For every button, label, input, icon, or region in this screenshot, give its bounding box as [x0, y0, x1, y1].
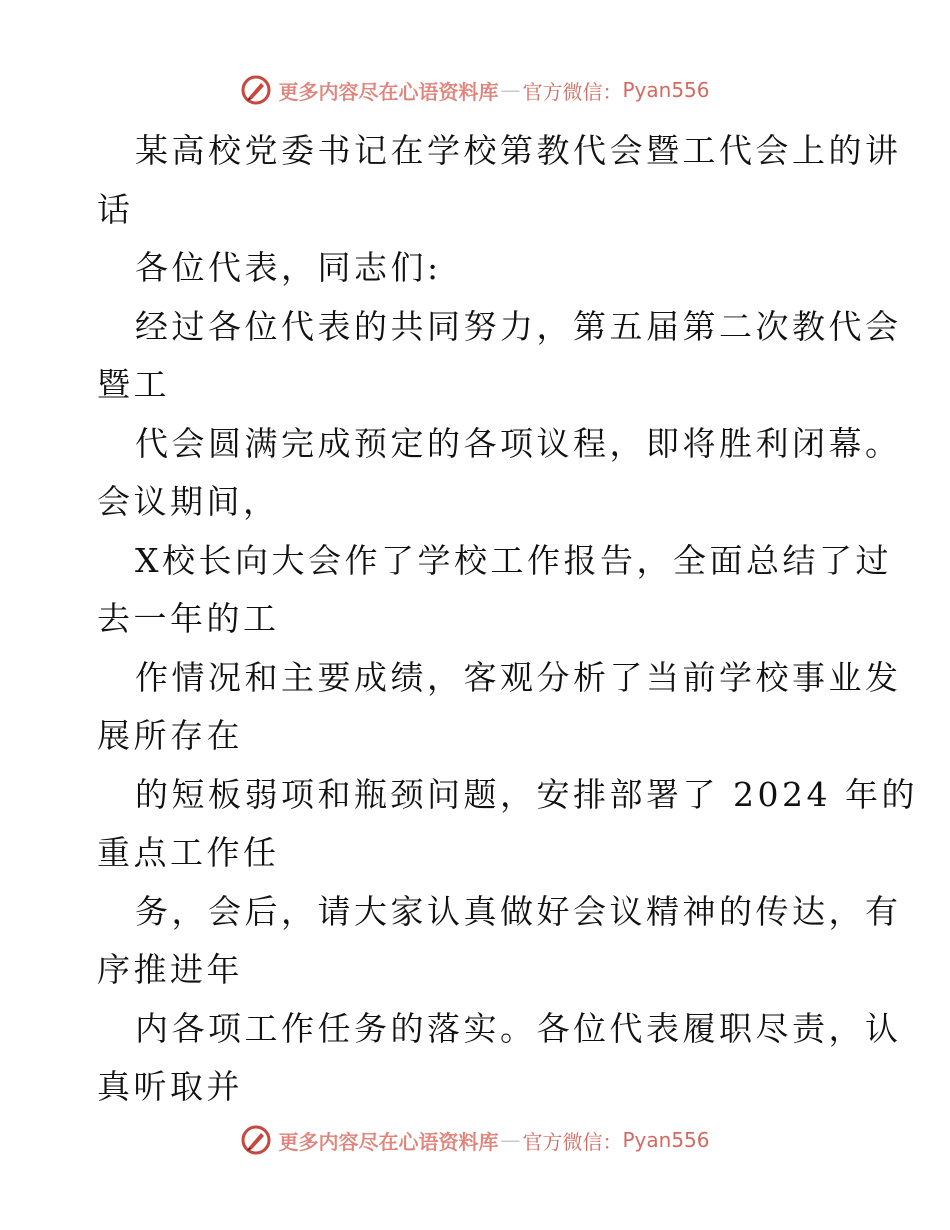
paragraph-line: 去一年的工: [97, 599, 280, 638]
paragraph-line: X校长向大会作了学校工作报告，全面总结了过: [135, 540, 892, 580]
paragraph-line: 重点工作任: [97, 833, 280, 872]
paragraph-line: 暨工: [97, 365, 170, 404]
paragraph-line: 经过各位代表的共同努力，第五届第二次教代会: [135, 306, 902, 346]
paragraph-line: 展所存在: [97, 716, 243, 755]
salutation-line: 各位代表，同志们:: [135, 248, 442, 287]
pen-circle-logo-icon: [240, 74, 272, 106]
header-watermark: [0, 70, 950, 110]
watermark-dash: —: [500, 1128, 521, 1152]
watermark-brand: 更多内容尽在心语资料库: [278, 1129, 499, 1154]
paragraph-line: 代会圆满完成预定的各项议程，即将胜利闭幕。: [135, 423, 902, 463]
paragraph-line: 的短板弱项和瓶颈问题，安排部署了 2024 年的: [135, 774, 918, 814]
title-line-2: 话: [97, 189, 134, 229]
watermark-official: 官方微信：: [522, 1129, 623, 1154]
footer-watermark: [0, 1120, 950, 1160]
title-line-1: 某高校党委书记在学校第教代会暨工代会上的讲: [135, 131, 902, 170]
paragraph-line: 真听取并: [97, 1067, 243, 1106]
watermark-wechat-id: Pyan556: [622, 1128, 710, 1152]
paragraph-line: 会议期间，: [97, 482, 280, 521]
watermark-wechat-id: Pyan556: [622, 78, 710, 102]
paragraph-line: 作情况和主要成绩，客观分析了当前学校事业发: [135, 657, 902, 697]
paragraph-line: 序推进年: [97, 950, 243, 989]
watermark-official: 官方微信：: [522, 79, 623, 104]
document-body: [97, 122, 918, 1117]
paragraph-line: 务，会后，请大家认真做好会议精神的传达，有: [135, 891, 902, 931]
watermark-brand: 更多内容尽在心语资料库: [278, 79, 499, 104]
paragraph-line: 内各项工作任务的落实。各位代表履职尽责，认: [135, 1008, 902, 1048]
watermark-dash: —: [500, 78, 521, 102]
pen-circle-logo-icon: [240, 1124, 272, 1156]
